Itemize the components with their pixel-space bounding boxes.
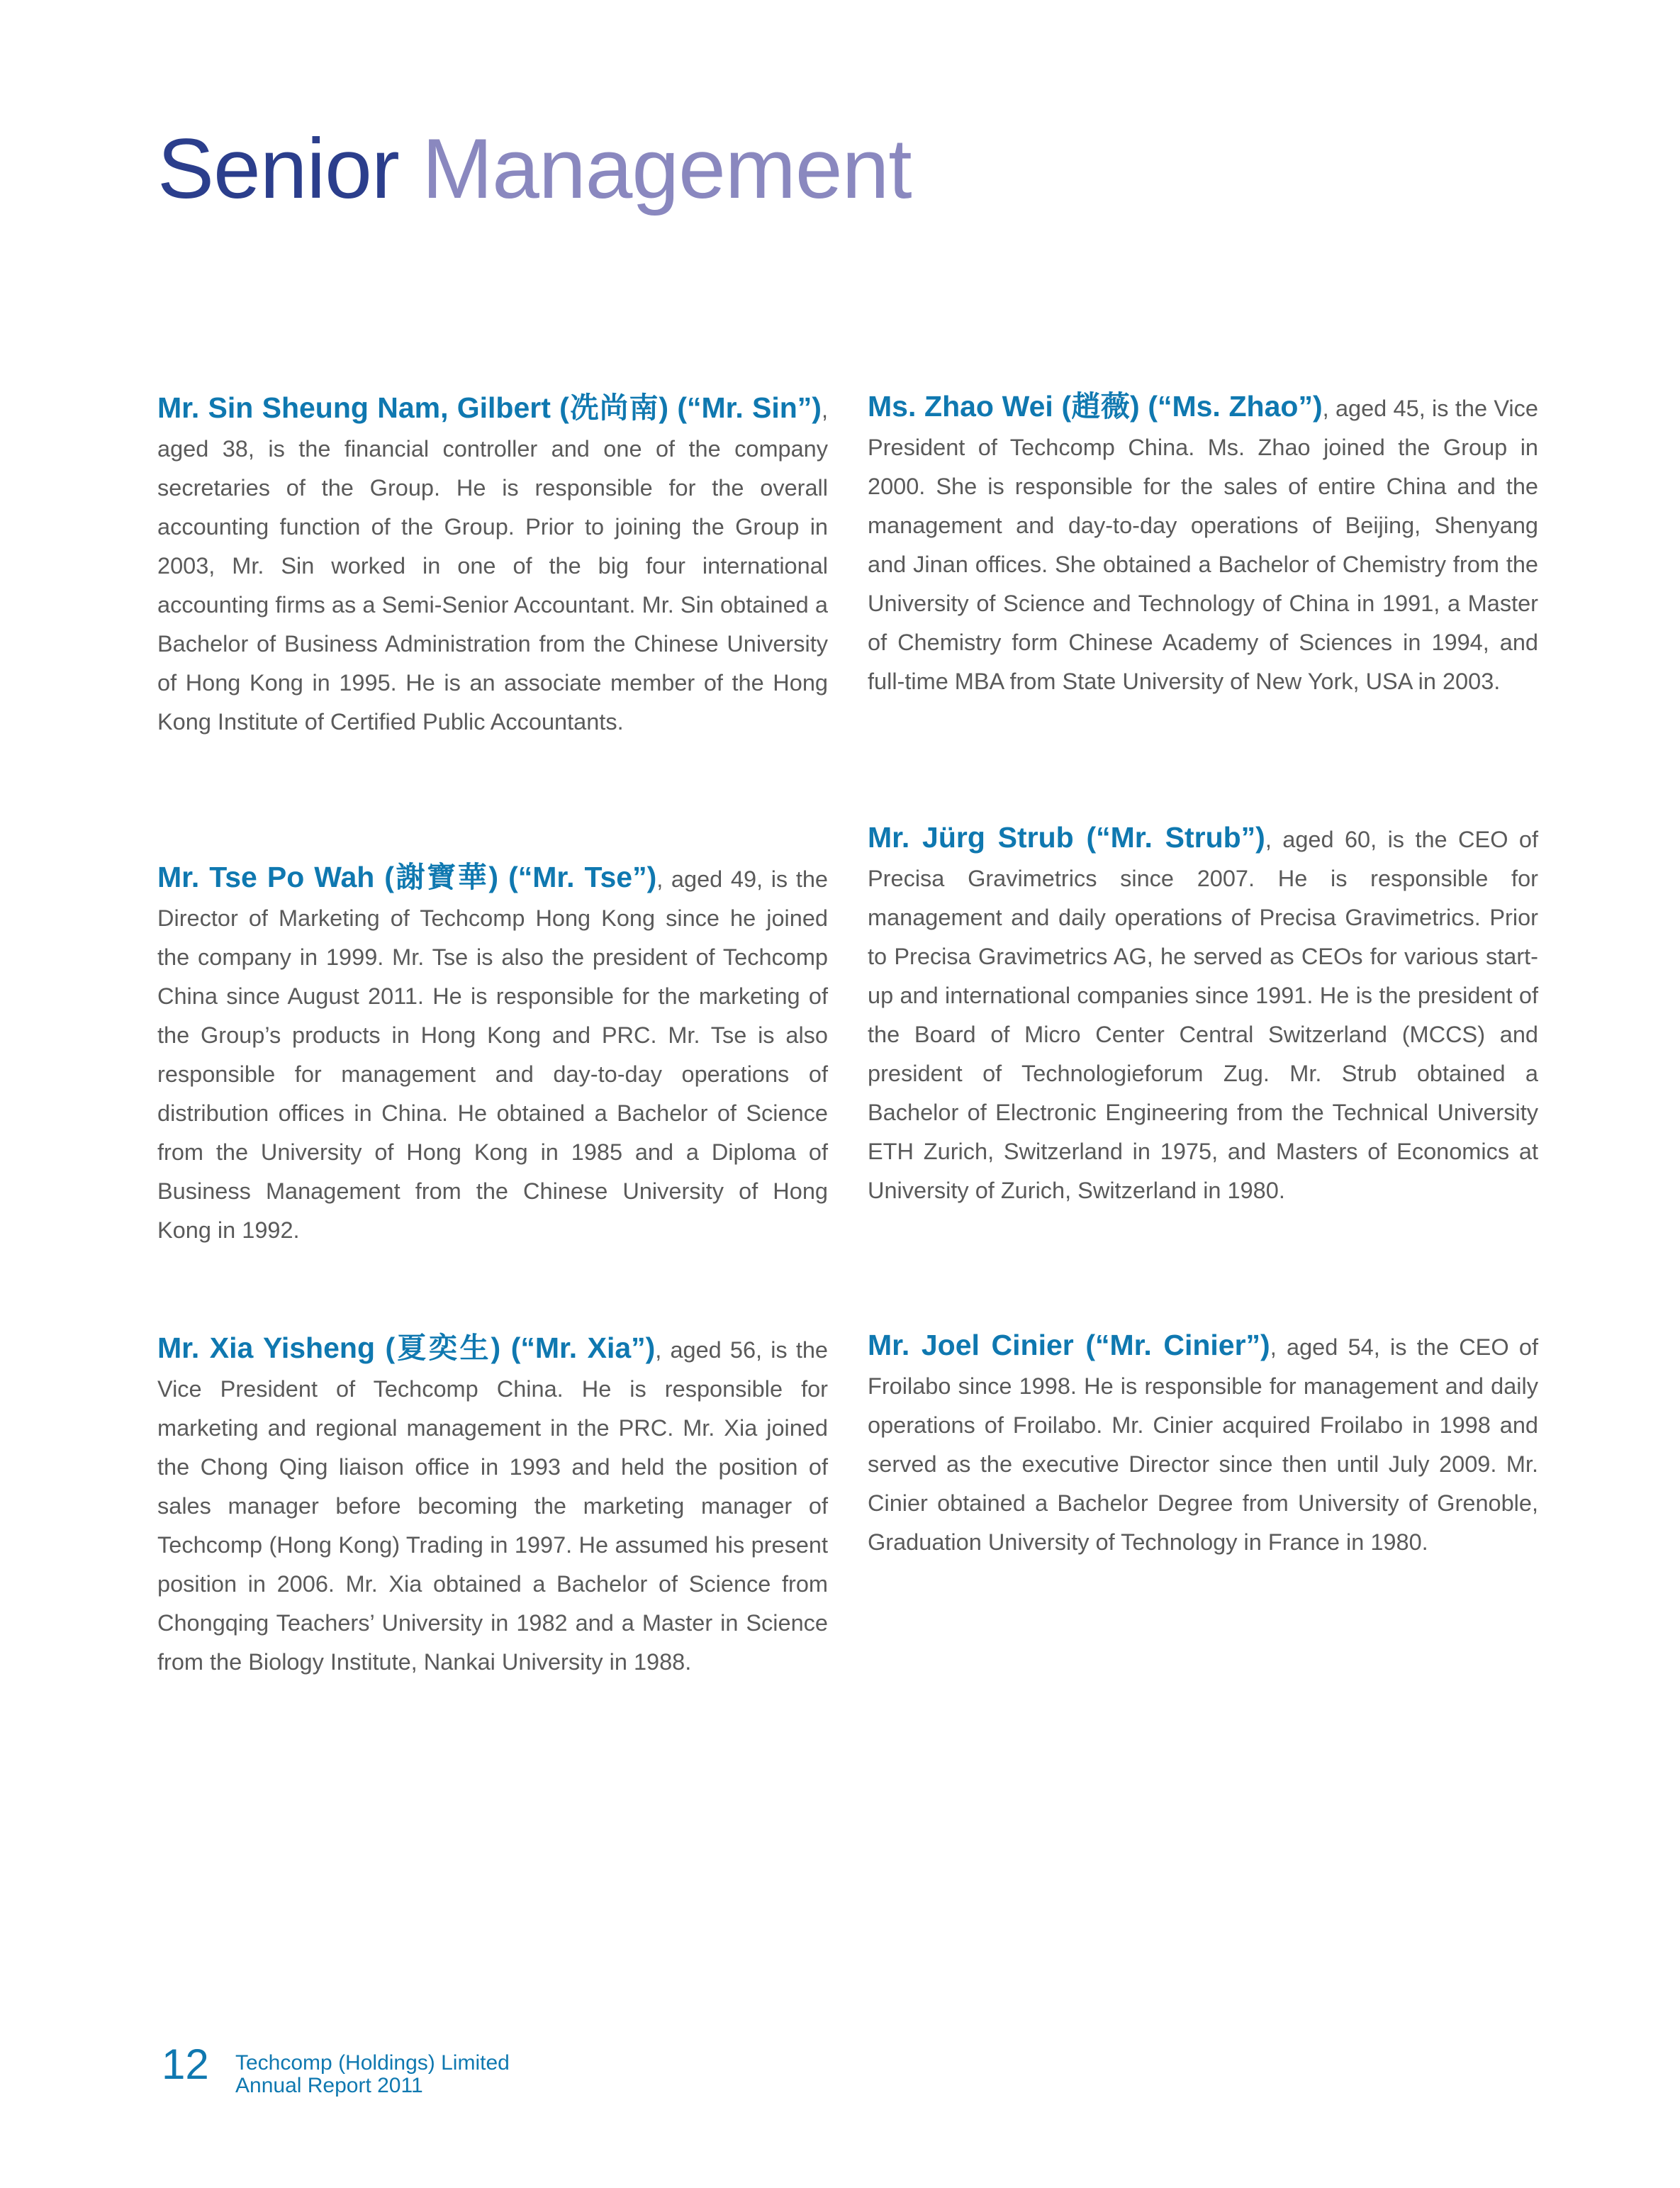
bio-name: Mr. Tse Po Wah (謝寶華) (“Mr. Tse”) (157, 861, 657, 893)
bio-text: , aged 45, is the Vice President of Techcomp China. Ms. Zhao joined the Group in 2000. She is responsible for the sales of entire China and the management and day-to-day operations of Beijing, Shenyang and Jinan offices. She obtained a Bachelor of Chemistry from the University of Science and Technology of China in 1991, a Master of Chemistry form Chinese Academy of Sciences in 1994, and full-time MBA from State University of New York, USA in 2003. (868, 396, 1538, 694)
bio-name: Mr. Xia Yisheng (夏奕生) (“Mr. Xia”) (157, 1332, 656, 1364)
footer-report: Annual Report 2011 (235, 2074, 423, 2097)
bio-text: , aged 60, is the CEO of Precisa Gravimetrics since 2007. He is responsible for management and daily operations of Precisa Gravimetrics. Prior to Precisa Gravimetrics AG, he served as CEOs for various start-up and international companies since 1991. He is the president of the Board of Micro Center Central Switzerland (MCCS) and president of Technologieforum Zug. Mr. Strub obtained a Bachelor of Electronic Engineering from the Technical University ETH Zurich, Switzerland in 1975, and Masters of Economics at University of Zurich, Switzerland in 1980. (868, 827, 1538, 1203)
page-title (157, 121, 912, 216)
page-number: 12 (162, 2041, 209, 2088)
bio-strub (868, 818, 1538, 1210)
bio-name: Mr. Sin Sheung Nam, Gilbert (冼尚南) (“Mr. Sin”) (157, 391, 822, 424)
bio-xia (157, 1329, 828, 1682)
page-title-senior: Senior (157, 121, 399, 216)
bio-text: , aged 49, is the Director of Marketing of Techcomp Hong Kong since he joined the company in 1999. Mr. Tse is also the president of Techcomp China since August 2011. He is responsible for the marketing of the Group’s products in Hong Kong and PRC. Mr. Tse is also responsible for management and day-to-day operations of distribution offices in China. He obtained a Bachelor of Science from the University of Hong Kong in 1985 and a Diploma of Business Management from the Chinese University of Hong Kong in 1992. (157, 866, 829, 1243)
bio-text: , aged 54, is the CEO of Froilabo since 1998. He is responsible for management and daily operations of Froilabo. Mr. Cinier acquired Froilabo in 1998 and served as the executive Director since then until July 2009. Mr. Cinier obtained a Bachelor Degree from University of Grenoble, Graduation University of Technology in France in 1980. (868, 1334, 1538, 1555)
bio-zhao (868, 387, 1538, 701)
bio-sin (157, 389, 828, 742)
bio-name: Mr. Joel Cinier (“Mr. Cinier”) (868, 1329, 1270, 1361)
bio-text: , aged 56, is the Vice President of Techcomp China. He is responsible for marketing and regional management in the PRC. Mr. Xia joined the Chong Qing liaison office in 1993 and held the position of sales manager before becoming the marketing manager of Techcomp (Hong Kong) Trading in 1997. He assumed his present position in 2006. Mr. Xia obtained a Bachelor of Science from Chongqing Teachers’ University in 1982 and a Master in Science from the Biology Institute, Nankai University in 1988. (157, 1337, 828, 1675)
page-title-management: Management (422, 121, 912, 216)
footer-company: Techcomp (Holdings) Limited (235, 2051, 510, 2075)
bio-tse (157, 858, 828, 1250)
bio-name: Ms. Zhao Wei (趙薇) (“Ms. Zhao”) (868, 390, 1323, 423)
bio-text: , aged 38, is the financial controller and one of the company secretaries of the Group. He is responsible for the overall accounting function of the Group. Prior to joining the Group in 2003, Mr. Sin worked in one of the big four international accounting firms as a Semi-Senior Accountant. Mr. Sin obtained a Bachelor of Business Administration from the Chinese University of Hong Kong in 1995. He is an associate member of the Hong Kong Institute of Certified Public Accountants. (157, 397, 828, 735)
bio-name: Mr. Jürg Strub (“Mr. Strub”) (868, 821, 1265, 854)
bio-cinier (868, 1326, 1538, 1562)
